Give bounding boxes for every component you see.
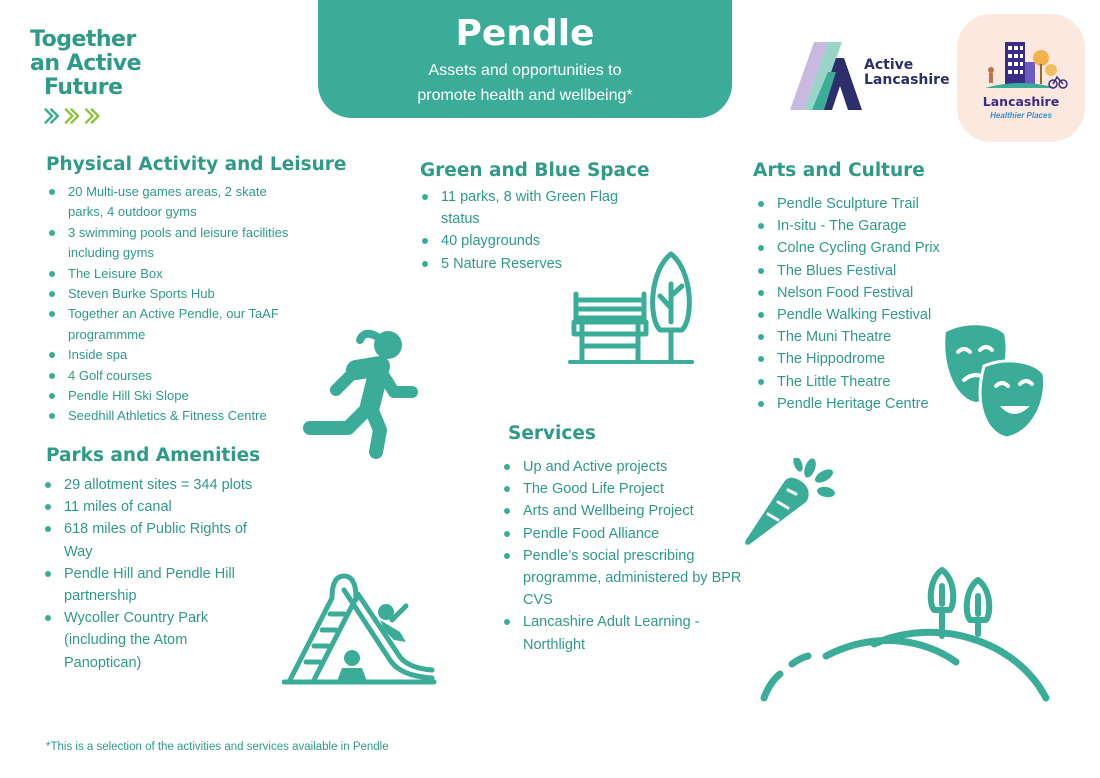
list-item: Inside spa	[46, 345, 296, 365]
list-item: 40 playgrounds	[419, 230, 634, 252]
list-item: Seedhill Athletics & Fitness Centre	[46, 406, 296, 426]
list-item: Arts and Wellbeing Project	[501, 500, 753, 522]
list-item: 618 miles of Public Rights of Way	[42, 518, 264, 562]
hills-trees-icon	[756, 560, 1056, 706]
physical-activity-list	[46, 182, 296, 427]
slide-playground-icon	[282, 570, 438, 686]
list-item: The Little Theatre	[755, 371, 955, 393]
active-lancashire-logo	[788, 38, 948, 114]
chevrons-icon	[30, 106, 104, 126]
healthier-places-subtitle: Healthier Places	[990, 111, 1052, 120]
list-item: Pendle Hill and Pendle Hill partnership	[42, 563, 264, 607]
list-item: In-situ - The Garage	[755, 215, 955, 237]
list-item: 29 allotment sites = 344 plots	[42, 474, 264, 496]
active-lancashire-line1: Active	[864, 57, 914, 73]
list-item: 11 parks, 8 with Green Flag status	[419, 186, 634, 230]
list-item: Lancashire Adult Learning - Northlight	[501, 611, 753, 655]
taaf-logo-line3: Future	[44, 75, 123, 100]
list-item: 11 miles of canal	[42, 496, 264, 518]
list-item: The Blues Festival	[755, 260, 955, 282]
list-item: The Good Life Project	[501, 478, 753, 500]
list-item: Wycoller Country Park (including the Atom Panoptican)	[42, 607, 264, 674]
healthier-places-logo-icon	[957, 14, 1085, 94]
park-bench-tree-icon	[568, 248, 696, 368]
footnote: *This is a selection of the activities and services available in Pendle	[46, 741, 389, 753]
services-list	[501, 456, 753, 656]
list-item: Pendle Walking Festival	[755, 304, 955, 326]
section-title-physical-activity: Physical Activity and Leisure	[46, 154, 347, 175]
page-title: Pendle	[455, 13, 595, 54]
list-item: Nelson Food Festival	[755, 282, 955, 304]
runner-icon	[300, 328, 422, 460]
taaf-logo-line2: an Active	[30, 51, 142, 76]
header-banner	[318, 0, 732, 118]
list-item: The Hippodrome	[755, 348, 955, 370]
list-item: The Muni Theatre	[755, 326, 955, 348]
list-item: Steven Burke Sports Hub	[46, 284, 296, 304]
healthier-places-logo	[957, 14, 1085, 142]
arts-culture-list	[755, 193, 955, 415]
section-title-parks-amenities: Parks and Amenities	[46, 445, 261, 466]
page-subtitle-line2: promote health and wellbeing*	[417, 87, 633, 104]
section-title-services: Services	[508, 423, 596, 444]
active-lancashire-line2: Lancashire	[864, 72, 950, 88]
list-item: The Leisure Box	[46, 264, 296, 284]
list-item: 5 Nature Reserves	[419, 253, 634, 275]
list-item: Pendle’s social prescribing programme, administered by BPR CVS	[501, 545, 753, 612]
page-subtitle-line1: Assets and opportunities to	[428, 62, 622, 79]
carrot-icon	[744, 458, 836, 548]
active-lancashire-logo-icon	[788, 38, 864, 114]
parks-amenities-list	[42, 474, 264, 674]
together-an-active-future-logo	[30, 28, 150, 126]
list-item: 4 Golf courses	[46, 366, 296, 386]
list-item: 3 swimming pools and leisure facilities including gyms	[46, 223, 296, 264]
section-title-arts-culture: Arts and Culture	[753, 160, 925, 181]
list-item: Pendle Sculpture Trail	[755, 193, 955, 215]
list-item: Up and Active projects	[501, 456, 753, 478]
active-lancashire-wordmark	[864, 58, 950, 88]
list-item: Pendle Hill Ski Slope	[46, 386, 296, 406]
list-item: 20 Multi-use games areas, 2 skate parks, 4 outdoor gyms	[46, 182, 296, 223]
healthier-places-title: Lancashire	[982, 94, 1060, 109]
theatre-masks-icon	[940, 322, 1050, 442]
section-title-green-blue-space: Green and Blue Space	[420, 160, 650, 181]
list-item: Pendle Heritage Centre	[755, 393, 955, 415]
taaf-logo-line1: Together	[30, 27, 136, 52]
list-item: Pendle Food Alliance	[501, 523, 753, 545]
list-item: Together an Active Pendle, our TaAF programmme	[46, 304, 296, 345]
list-item: Colne Cycling Grand Prix	[755, 237, 955, 259]
